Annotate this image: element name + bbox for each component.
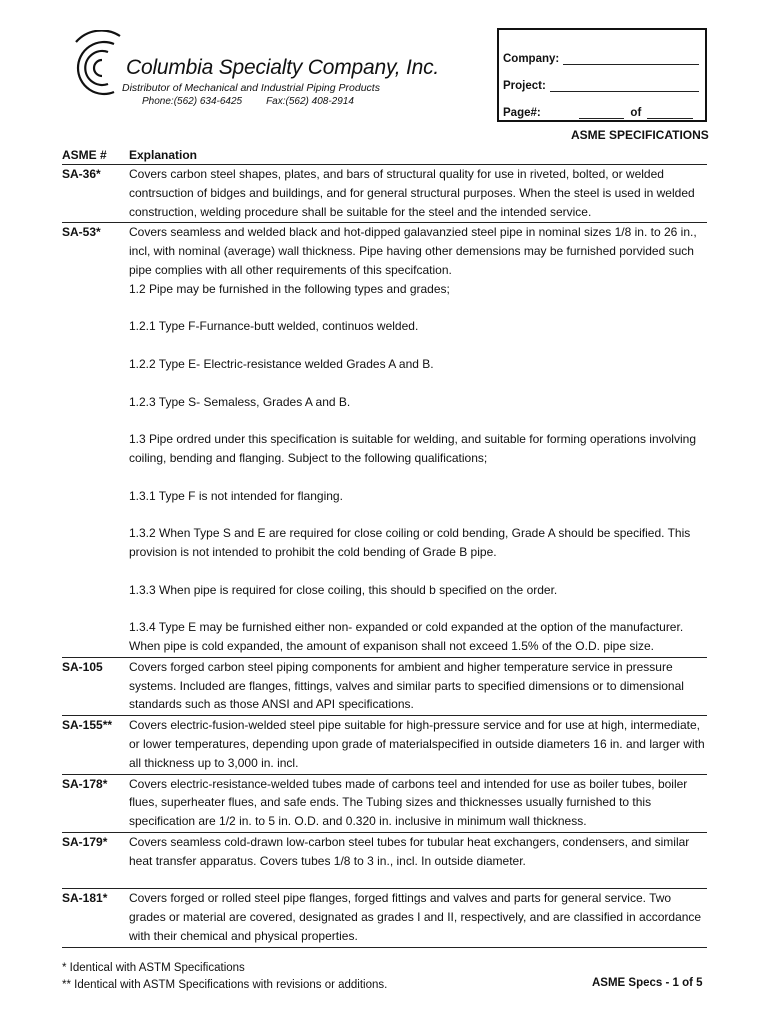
asme-spec-table bbox=[62, 146, 707, 948]
section-title: ASME SPECIFICATIONS bbox=[571, 128, 709, 142]
company-logo-icon bbox=[62, 30, 132, 106]
table-row bbox=[62, 775, 707, 833]
company-contact bbox=[142, 96, 354, 107]
footnote-single-asterisk: * Identical with ASTM Specifications bbox=[62, 962, 245, 974]
asme-code: SA-155** bbox=[62, 718, 113, 733]
table-row bbox=[62, 165, 707, 223]
asme-code: SA-181* bbox=[62, 891, 108, 906]
explanation-paragraph: Covers seamless cold-drawn low-carbon steel tubes for tubular heat exchangers, condensers, and similar heat transfer apparatus. Covers tubes 1/8 to 3 in., incl. In outside diameter. bbox=[129, 834, 690, 868]
info-box bbox=[497, 28, 707, 122]
explanation-paragraph: 1.2.2 Type E- Electric-resistance welded Grades A and B. bbox=[129, 356, 434, 371]
explanation-paragraph: Covers electric-resistance-welded tubes made of carbons teel and intended for use as boiler tubes, boiler flues, superheater flues, and safe ends. The Tubing sizes and thicknesses usually furnished to this specification are 1/2 in. to 5 in. O.D. and 0.320 in. inclusive in minimum wall thickness. bbox=[129, 776, 688, 829]
table-body bbox=[62, 165, 707, 948]
project-field-line[interactable] bbox=[550, 79, 699, 92]
asme-code: SA-179* bbox=[62, 834, 108, 849]
explanation-paragraph: Covers seamless and welded black and hot-dipped galavanzied steel pipe in nominal sizes 1/8 in. to 26 in., incl, with nominal (average) wall thickness. Pipe having other demensions may be furnished porvided such pipe complies with all other requirements of this specifcation. bbox=[129, 225, 697, 277]
company-field-line[interactable] bbox=[563, 52, 699, 65]
of-label: of bbox=[630, 107, 642, 119]
explanation bbox=[129, 658, 707, 714]
explanation-paragraph: 1.3.3 When pipe is required for close coiling, this should b specified on the order. bbox=[129, 582, 558, 597]
explanation bbox=[129, 775, 707, 831]
explanation-paragraph: 1.2.1 Type F-Furnance-butt welded, continuos welded. bbox=[129, 319, 419, 334]
project-field bbox=[503, 65, 699, 92]
explanation-paragraph: 1.3.4 Type E may be furnished either non- expanded or cold expanded at the option of the manufacturer. When pipe is cold expanded, the amount of expanison shall not exceed 1.5% of the O.D. pipe size. bbox=[129, 620, 684, 653]
explanation-paragraph: 1.3.1 Type F is not intended for flanging. bbox=[129, 488, 343, 503]
explanation-paragraph: 1.3.2 When Type S and E are required for close coiling or cold bending, Grade A should be specified. This provision is not intended to prohibit the cold bending of Grade B pipe. bbox=[129, 526, 691, 559]
header-explanation: Explanation bbox=[129, 148, 198, 162]
explanation-paragraph: Covers electric-fusion-welded steel pipe suitable for high-pressure service and for use at high, intermediate, or lower temperatures, depending upon grade of materialspecified in outside diameters 16 in. and larger with all thickness up to 3,000 in. incl. bbox=[129, 718, 705, 770]
asme-code: SA-53* bbox=[62, 225, 101, 240]
phone-number: Phone:(562) 634-6425 bbox=[142, 96, 243, 107]
footnotes bbox=[62, 960, 387, 994]
company-field-label: Company: bbox=[503, 53, 560, 65]
table-header bbox=[62, 146, 707, 165]
header-asme-number: ASME # bbox=[62, 148, 107, 162]
explanation bbox=[129, 889, 707, 945]
explanation-paragraph: 1.3 Pipe ordred under this specification is suitable for welding, and suitable for forming operations involving coiling, bending and flanging. Subject to the following qualifications; bbox=[129, 432, 696, 465]
table-row bbox=[62, 716, 707, 774]
table-row bbox=[62, 658, 707, 716]
explanation bbox=[129, 833, 707, 871]
page-field bbox=[503, 92, 699, 119]
explanation-paragraph: 1.2.3 Type S- Semaless, Grades A and B. bbox=[129, 394, 351, 409]
asme-code: SA-105 bbox=[62, 659, 103, 674]
table-row bbox=[62, 889, 707, 947]
table-row bbox=[62, 833, 707, 890]
page-total-line[interactable] bbox=[647, 106, 693, 119]
company-name: Columbia Specialty Company, Inc. bbox=[126, 56, 440, 79]
asme-code: SA-36* bbox=[62, 167, 101, 181]
explanation bbox=[129, 716, 707, 772]
page-number: ASME Specs - 1 of 5 bbox=[592, 977, 703, 989]
explanation-paragraph: Covers forged or rolled steel pipe flanges, forged fittings and valves and parts for general service. Two grades or material are covered, designated as grades I and II, respectively, and are classified in accordance with their chemical and physical properties. bbox=[129, 891, 702, 944]
fax-number: Fax:(562) 408-2914 bbox=[266, 96, 354, 107]
company-field bbox=[503, 38, 699, 65]
explanation-paragraph: Covers carbon steel shapes, plates, and bars of structural quality for use in riveted, bolted, or welded contrsuction of bidges and buildings, and for general structural purposes. When the steel is used in welded construction, welding procedure shall be suitable for the steel and the intended service. bbox=[129, 167, 695, 219]
footnote-double-asterisk: ** Identical with ASTM Specifications with revisions or additions. bbox=[62, 979, 388, 991]
project-field-label: Project: bbox=[503, 80, 546, 92]
page-number-line[interactable] bbox=[579, 106, 625, 119]
explanation-paragraph: Covers forged carbon steel piping components for ambient and higher temperature service in pressure systems. Included are flanges, fittings, valves and similar parts to specified dimensions or to dimensional standards such as those ANSI and API specifications. bbox=[129, 659, 684, 712]
page-field-label: Page#: bbox=[503, 107, 541, 119]
explanation bbox=[129, 165, 707, 221]
company-tagline: Distributor of Mechanical and Industrial Piping Products bbox=[122, 82, 380, 94]
asme-code: SA-178* bbox=[62, 776, 108, 791]
explanation bbox=[129, 223, 707, 655]
table-row bbox=[62, 223, 707, 657]
explanation-paragraph: 1.2 Pipe may be furnished in the following types and grades; bbox=[129, 281, 450, 296]
